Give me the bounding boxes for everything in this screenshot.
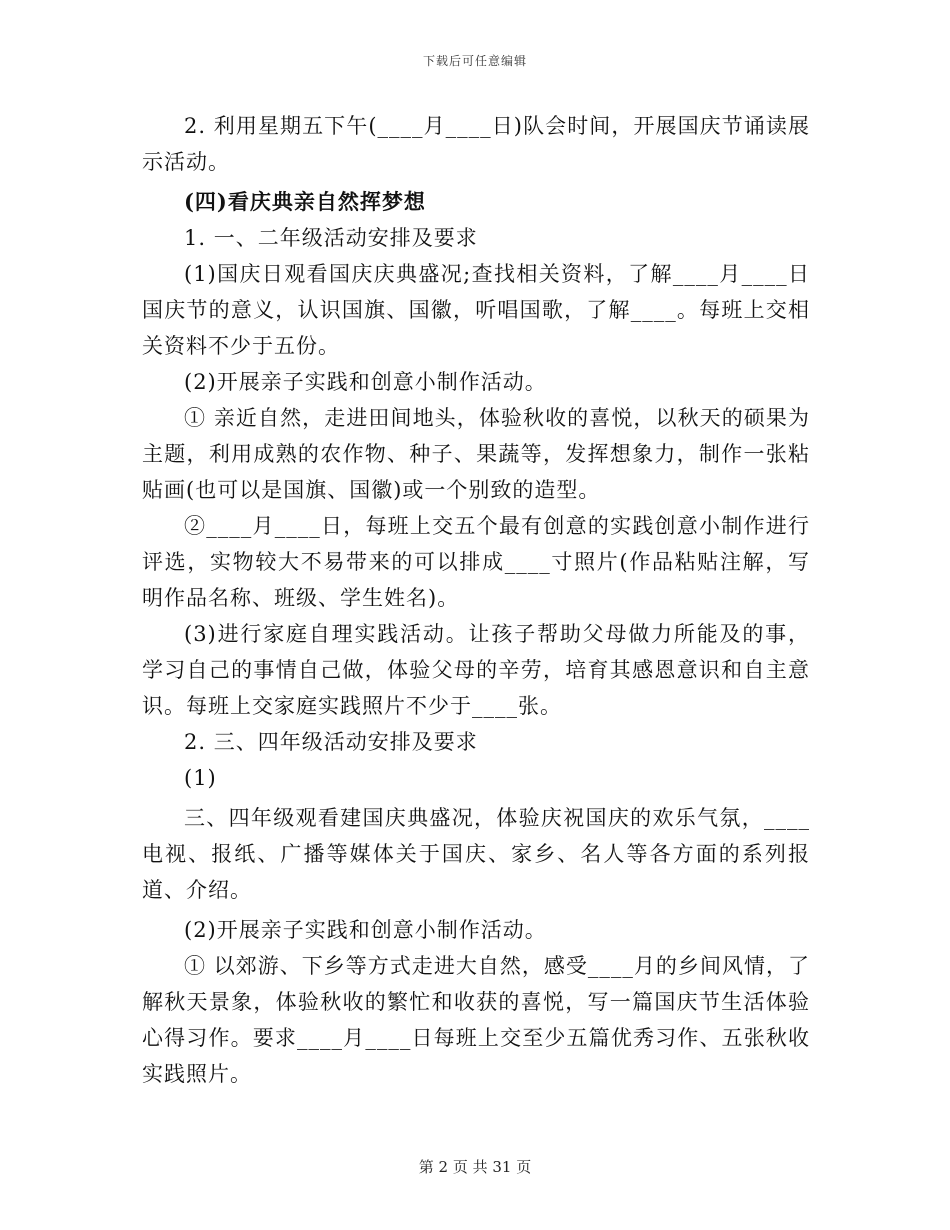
paragraph-grade-3-4-item-2-a: ① 以郊游、下乡等方式走进大自然，感受____月的乡间风情，了解秋天景象，体验秋收的繁忙和收获的喜悦，写一篇国庆节生活体验心得习作。要求____月____日每班上交至少五篇优秀习作、五张秋收实践照片。 (142, 954, 810, 1086)
page-footer: 第 2 页 共 31 页 (418, 1158, 532, 1176)
paragraph-grade-3-4-watch: 三、四年级观看建国庆典盛况，体验庆祝国庆的欢乐气氛，____电视、报纸、广播等媒体关于国庆、家乡、名人等各方面的系列报道、介绍。 (142, 806, 810, 902)
paragraph-item-2-b: ②____月____日，每班上交五个最有创意的实践创意小制作进行评选，实物较大不易带来的可以排成____寸照片(作品粘贴注解，写明作品名称、班级、学生姓名)。 (142, 514, 810, 610)
paragraph-grade-3-4-item-2: (2)开展亲子实践和创意小制作活动。 (184, 918, 547, 942)
subheading-grade-3-4: 2. 三、四年级活动安排及要求 (184, 730, 478, 754)
paragraph-item-2: (2)开展亲子实践和创意小制作活动。 (184, 370, 547, 394)
paragraph-reading-activity: 2. 利用星期五下午(____月____日)队会时间，开展国庆节诵读展示活动。 (142, 114, 810, 174)
paragraph-item-2-a: ① 亲近自然，走进田间地头，体验秋收的喜悦，以秋天的硕果为主题，利用成熟的农作物、种子、果蔬等，发挥想象力，制作一张粘贴画(也可以是国旗、国徽)或一个别致的造型。 (142, 406, 810, 502)
page-header: 下载后可任意编辑 (422, 54, 527, 68)
paragraph-item-1-label: (1) (184, 766, 217, 790)
paragraph-item-1: (1)国庆日观看国庆庆典盛况;查找相关资料，了解____月____日国庆节的意义，认识国旗、国徽，听唱国歌，了解____。每班上交相关资料不少于五份。 (142, 262, 810, 358)
section-heading-four: (四)看庆典亲自然挥梦想 (184, 189, 426, 214)
paragraph-item-3: (3)进行家庭自理实践活动。让孩子帮助父母做力所能及的事，学习自己的事情自己做，体验父母的辛劳，培育其感恩意识和自主意识。每班上交家庭实践照片不少于____张。 (142, 622, 810, 718)
subheading-grade-1-2: 1. 一、二年级活动安排及要求 (184, 226, 478, 250)
document-body (142, 108, 810, 1092)
